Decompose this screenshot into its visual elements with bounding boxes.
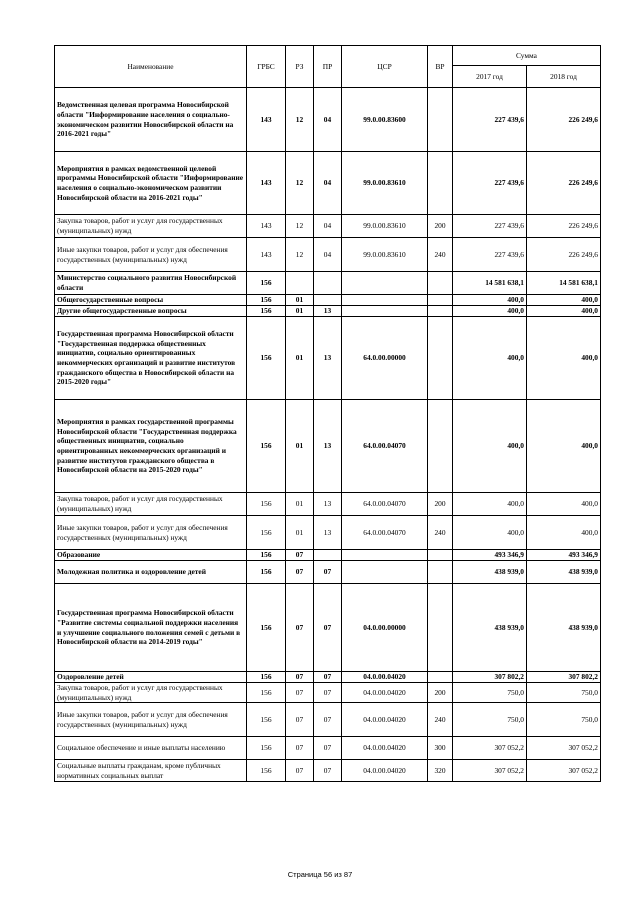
table-cell-pr: 07 <box>314 672 342 683</box>
table-cell-vr: 200 <box>428 683 453 703</box>
table-cell-csr: 99.0.00.83610 <box>342 215 428 238</box>
table-cell-grbs: 156 <box>247 584 286 672</box>
column-header-sum: Сумма <box>453 46 601 66</box>
table-cell-sum-2017: 750,0 <box>453 703 527 737</box>
table-cell-pr: 07 <box>314 584 342 672</box>
table-cell-sum-2017: 227 439,6 <box>453 152 527 215</box>
table-row <box>55 400 601 493</box>
table-cell-sum-2018: 750,0 <box>527 683 601 703</box>
table-cell-sum-2018: 400,0 <box>527 295 601 306</box>
table-cell-rz <box>286 272 314 295</box>
budget-table <box>54 45 601 782</box>
table-row <box>55 272 601 295</box>
table-cell-sum-2018: 400,0 <box>527 400 601 493</box>
table-cell-name: Закупка товаров, работ и услуг для государственных (муниципальных) нужд <box>55 493 247 516</box>
table-cell-sum-2018: 400,0 <box>527 317 601 400</box>
table-body <box>55 88 601 782</box>
table-cell-csr <box>342 550 428 561</box>
table-cell-sum-2018: 14 581 638,1 <box>527 272 601 295</box>
table-cell-pr: 13 <box>314 400 342 493</box>
table-cell-rz: 07 <box>286 672 314 683</box>
table-cell-grbs: 156 <box>247 760 286 782</box>
table-cell-pr: 04 <box>314 152 342 215</box>
table-cell-sum-2018: 307 052,2 <box>527 760 601 782</box>
table-cell-pr: 13 <box>314 317 342 400</box>
table-row <box>55 493 601 516</box>
table-cell-pr: 04 <box>314 215 342 238</box>
table-cell-sum-2017: 227 439,6 <box>453 238 527 272</box>
table-cell-csr: 99.0.00.83600 <box>342 88 428 152</box>
table-cell-grbs: 156 <box>247 306 286 317</box>
table-cell-sum-2018: 307 052,2 <box>527 737 601 760</box>
table-cell-vr <box>428 295 453 306</box>
table-cell-rz: 07 <box>286 760 314 782</box>
table-cell-pr: 07 <box>314 760 342 782</box>
table-cell-rz: 07 <box>286 550 314 561</box>
page-number: Страница 56 из 87 <box>287 870 353 879</box>
table-row <box>55 88 601 152</box>
table-cell-pr: 07 <box>314 703 342 737</box>
table-cell-rz: 01 <box>286 516 314 550</box>
table-cell-sum-2018: 438 939,0 <box>527 561 601 584</box>
table-row <box>55 152 601 215</box>
table-cell-sum-2017: 400,0 <box>453 306 527 317</box>
table-cell-name: Оздоровление детей <box>55 672 247 683</box>
table-cell-sum-2018: 400,0 <box>527 306 601 317</box>
table-cell-grbs: 156 <box>247 561 286 584</box>
table-cell-grbs: 143 <box>247 238 286 272</box>
table-cell-name: Иные закупки товаров, работ и услуг для обеспечения государственных (муниципальных) нужд <box>55 703 247 737</box>
table-cell-rz: 07 <box>286 683 314 703</box>
table-cell-vr <box>428 88 453 152</box>
table-cell-sum-2017: 14 581 638,1 <box>453 272 527 295</box>
table-cell-rz: 01 <box>286 306 314 317</box>
table-cell-name: Иные закупки товаров, работ и услуг для обеспечения государственных (муниципальных) нужд <box>55 238 247 272</box>
table-cell-pr: 07 <box>314 683 342 703</box>
table-row <box>55 215 601 238</box>
table-cell-grbs: 156 <box>247 516 286 550</box>
table-cell-csr: 04.0.00.00000 <box>342 584 428 672</box>
table-row <box>55 295 601 306</box>
table-cell-vr <box>428 306 453 317</box>
table-cell-grbs: 156 <box>247 317 286 400</box>
table-cell-csr <box>342 295 428 306</box>
table-cell-csr: 64.0.00.00000 <box>342 317 428 400</box>
table-cell-grbs: 156 <box>247 272 286 295</box>
table-cell-csr <box>342 272 428 295</box>
table-cell-rz: 01 <box>286 400 314 493</box>
table-cell-rz: 12 <box>286 215 314 238</box>
table-cell-csr: 04.0.00.04020 <box>342 760 428 782</box>
table-cell-sum-2018: 226 249,6 <box>527 215 601 238</box>
column-header-name: Наименование <box>55 46 247 88</box>
table-cell-csr: 04.0.00.04020 <box>342 683 428 703</box>
table-cell-pr: 07 <box>314 737 342 760</box>
table-cell-vr: 240 <box>428 238 453 272</box>
table-cell-name: Социальные выплаты гражданам, кроме публичных нормативных социальных выплат <box>55 760 247 782</box>
table-cell-rz: 12 <box>286 88 314 152</box>
table-cell-vr <box>428 561 453 584</box>
table-row <box>55 238 601 272</box>
table-cell-sum-2017: 227 439,6 <box>453 88 527 152</box>
table-cell-vr <box>428 672 453 683</box>
table-cell-name: Другие общегосударственные вопросы <box>55 306 247 317</box>
table-cell-csr <box>342 306 428 317</box>
table-cell-rz: 07 <box>286 737 314 760</box>
table-cell-name: Образование <box>55 550 247 561</box>
table-cell-vr: 240 <box>428 516 453 550</box>
table-cell-rz: 12 <box>286 238 314 272</box>
table-cell-rz: 07 <box>286 703 314 737</box>
table-cell-csr: 99.0.00.83610 <box>342 152 428 215</box>
table-cell-grbs: 156 <box>247 683 286 703</box>
table-cell-sum-2018: 750,0 <box>527 703 601 737</box>
table-cell-sum-2018: 493 346,9 <box>527 550 601 561</box>
table-cell-grbs: 156 <box>247 672 286 683</box>
table-cell-csr <box>342 561 428 584</box>
column-header-rz: РЗ <box>286 46 314 88</box>
table-cell-csr: 64.0.00.04070 <box>342 516 428 550</box>
table-cell-vr <box>428 400 453 493</box>
table-header <box>55 46 601 88</box>
table-cell-pr: 04 <box>314 238 342 272</box>
table-cell-grbs: 143 <box>247 88 286 152</box>
column-header-vr: ВР <box>428 46 453 88</box>
table-cell-sum-2017: 493 346,9 <box>453 550 527 561</box>
table-cell-pr: 13 <box>314 306 342 317</box>
table-cell-sum-2018: 400,0 <box>527 493 601 516</box>
table-cell-sum-2018: 226 249,6 <box>527 88 601 152</box>
table-cell-grbs: 156 <box>247 295 286 306</box>
table-cell-name: Социальное обеспечение и иные выплаты населению <box>55 737 247 760</box>
table-cell-sum-2018: 226 249,6 <box>527 238 601 272</box>
table-cell-sum-2017: 400,0 <box>453 295 527 306</box>
table-row <box>55 550 601 561</box>
table-cell-sum-2017: 400,0 <box>453 317 527 400</box>
table-row <box>55 584 601 672</box>
table-cell-name: Мероприятия в рамках ведомственной целевой программы Новосибирской области "Информирование населения о социально-экономическом развитии Новосибирской области на 2016-2021 годы" <box>55 152 247 215</box>
table-cell-vr <box>428 152 453 215</box>
table-cell-csr: 64.0.00.04070 <box>342 493 428 516</box>
table-cell-sum-2017: 307 802,2 <box>453 672 527 683</box>
table-cell-sum-2018: 307 802,2 <box>527 672 601 683</box>
table-cell-csr: 99.0.00.83610 <box>342 238 428 272</box>
table-cell-vr <box>428 584 453 672</box>
table-row <box>55 737 601 760</box>
table-cell-name: Иные закупки товаров, работ и услуг для обеспечения государственных (муниципальных) нужд <box>55 516 247 550</box>
table-cell-grbs: 143 <box>247 152 286 215</box>
table-cell-rz: 01 <box>286 493 314 516</box>
table-cell-grbs: 143 <box>247 215 286 238</box>
table-cell-pr: 13 <box>314 516 342 550</box>
table-cell-vr: 320 <box>428 760 453 782</box>
table-cell-name: Ведомственная целевая программа Новосибирской области "Информирование населения о социально-экономическом развитии Новосибирской области на 2016-2021 годы" <box>55 88 247 152</box>
table-row <box>55 306 601 317</box>
table-cell-grbs: 156 <box>247 550 286 561</box>
table-cell-sum-2017: 227 439,6 <box>453 215 527 238</box>
table-cell-pr <box>314 295 342 306</box>
column-header-2018: 2018 год <box>527 66 601 88</box>
table-cell-pr: 13 <box>314 493 342 516</box>
table-cell-grbs: 156 <box>247 400 286 493</box>
table-cell-sum-2017: 438 939,0 <box>453 584 527 672</box>
table-cell-sum-2017: 438 939,0 <box>453 561 527 584</box>
table-cell-vr <box>428 317 453 400</box>
table-cell-name: Государственная программа Новосибирской области "Государственная поддержка общественных инициатив, социально ориентированных некоммерческих организаций и развитие институтов гражданского общества в Новосибирской области на 2015-2020 годы" <box>55 317 247 400</box>
table-cell-vr <box>428 272 453 295</box>
table-cell-name: Министерство социального развития Новосибирской области <box>55 272 247 295</box>
table-row <box>55 561 601 584</box>
table-cell-grbs: 156 <box>247 493 286 516</box>
table-cell-pr: 04 <box>314 88 342 152</box>
table-cell-grbs: 156 <box>247 737 286 760</box>
table-cell-name: Закупка товаров, работ и услуг для государственных (муниципальных) нужд <box>55 215 247 238</box>
table-row <box>55 317 601 400</box>
table-row <box>55 672 601 683</box>
table-cell-csr: 04.0.00.04020 <box>342 737 428 760</box>
table-cell-csr: 04.0.00.04020 <box>342 672 428 683</box>
table-cell-sum-2017: 307 052,2 <box>453 737 527 760</box>
table-cell-rz: 07 <box>286 584 314 672</box>
table-cell-sum-2018: 400,0 <box>527 516 601 550</box>
table-cell-name: Молодежная политика и оздоровление детей <box>55 561 247 584</box>
table-cell-rz: 12 <box>286 152 314 215</box>
column-header-2017: 2017 год <box>453 66 527 88</box>
column-header-grbs: ГРБС <box>247 46 286 88</box>
table-row <box>55 703 601 737</box>
table-cell-vr: 240 <box>428 703 453 737</box>
table-cell-vr: 200 <box>428 215 453 238</box>
table-cell-sum-2017: 750,0 <box>453 683 527 703</box>
column-header-pr: ПР <box>314 46 342 88</box>
table-cell-sum-2017: 400,0 <box>453 516 527 550</box>
table-cell-name: Мероприятия в рамках государственной программы Новосибирской области "Государственная поддержка общественных инициатив, социально ориентированных некоммерческих организаций и развитие институтов гражданского общества в Новосибирской области на 2015-2020 годы" <box>55 400 247 493</box>
table-cell-csr: 64.0.00.04070 <box>342 400 428 493</box>
table-row <box>55 683 601 703</box>
table-cell-vr: 200 <box>428 493 453 516</box>
table-cell-vr <box>428 550 453 561</box>
table-cell-pr <box>314 550 342 561</box>
table-cell-sum-2017: 400,0 <box>453 400 527 493</box>
table-cell-csr: 04.0.00.04020 <box>342 703 428 737</box>
table-cell-rz: 01 <box>286 317 314 400</box>
table-cell-vr: 300 <box>428 737 453 760</box>
table-cell-sum-2018: 226 249,6 <box>527 152 601 215</box>
table-cell-pr <box>314 272 342 295</box>
table-cell-sum-2018: 438 939,0 <box>527 584 601 672</box>
column-header-csr: ЦСР <box>342 46 428 88</box>
table-cell-rz: 01 <box>286 295 314 306</box>
table-cell-name: Общегосударственные вопросы <box>55 295 247 306</box>
table-row <box>55 760 601 782</box>
table-cell-name: Закупка товаров, работ и услуг для государственных (муниципальных) нужд <box>55 683 247 703</box>
table-cell-rz: 07 <box>286 561 314 584</box>
table-cell-name: Государственная программа Новосибирской области "Развитие системы социальной поддержки населения и улучшение социального положения семей с детьми в Новосибирской области на 2014-2019 годы" <box>55 584 247 672</box>
table-cell-sum-2017: 307 052,2 <box>453 760 527 782</box>
table-cell-grbs: 156 <box>247 703 286 737</box>
table-cell-sum-2017: 400,0 <box>453 493 527 516</box>
table-cell-pr: 07 <box>314 561 342 584</box>
table-row <box>55 516 601 550</box>
